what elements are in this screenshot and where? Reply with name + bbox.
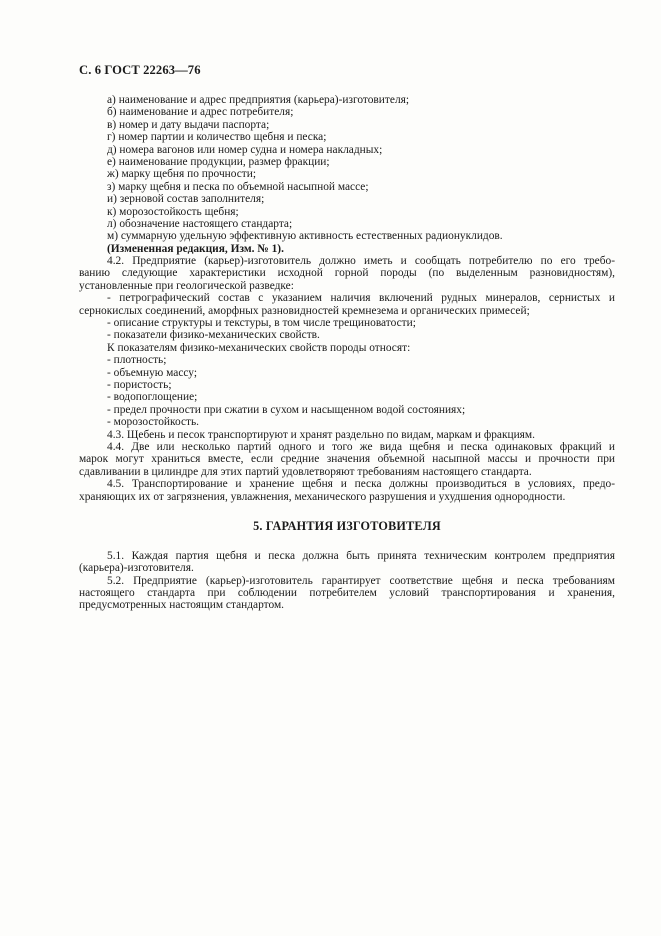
list-item: м) суммарную удельную эффективную активность естественных радионуклидов.: [107, 230, 503, 243]
paragraph-4-5-line: 4.5. Транспортирование и хранение щебня и песка должны производиться в условиях, предо-: [107, 478, 615, 491]
paragraph-4-5-line: храняющих их от загрязнения, увлажнения, механического разрушения и ухудшения однородности.: [79, 490, 566, 503]
document-body: [79, 94, 615, 612]
paragraph-4-2-line: ванию следующие характеристики исходной горной породы (по выделенным разновидностям),: [79, 267, 615, 280]
list-item: л) обозначение настоящего стандарта;: [107, 217, 293, 230]
page-header: С. 6 ГОСТ 22263—76: [79, 63, 201, 77]
dash-item: - показатели физико-механических свойств.: [107, 329, 320, 342]
list-item: и) зерновой состав заполнителя;: [107, 193, 265, 206]
paragraph-5-1-line: (карьера)-изготовителя.: [79, 562, 194, 575]
dash-item: - плотность;: [107, 354, 167, 367]
dash-item: - описание структуры и текстуры, в том числе трещиноватости;: [107, 317, 416, 330]
dash-item-continuation: сернокислых соединений, аморфных разновидностей кремнезема и органических примесей;: [79, 304, 530, 317]
dash-item: - водопоглощение;: [107, 391, 198, 404]
amendment-note: (Измененная редакция, Изм. № 1).: [107, 242, 284, 255]
paragraph-4-4-line: 4.4. Две или несколько партий одного и того же вида щебня и песка одинаковых фракций и: [107, 440, 615, 453]
paragraph-5-1-line: 5.1. Каждая партия щебня и песка должна быть принята техническим контролем предприятия: [107, 549, 615, 562]
paragraph-4-4-line: сдавливании в цилиндре для этих партий удовлетворяют требованиям настоящего стандарта.: [79, 465, 532, 478]
requirements-list: [79, 94, 615, 243]
list-item: з) марку щебня и песка по объемной насыпной массе;: [107, 180, 369, 193]
list-item: д) номера вагонов или номер судна и номера накладных;: [107, 143, 383, 156]
list-item: ж) марку щебня по прочности;: [107, 168, 257, 181]
list-item: б) наименование и адрес потребителя;: [107, 106, 294, 119]
phys-props-intro: К показателям физико-механических свойств породы относят:: [107, 341, 411, 354]
list-item: к) морозостойкость щебня;: [107, 205, 239, 218]
paragraph-4-3: 4.3. Щебень и песок транспортируют и хранят раздельно по видам, маркам и фракциям.: [107, 428, 535, 441]
paragraph-4-4-line: марок могут храниться вместе, если средние значения объемной насыпной массы и прочности при: [79, 453, 615, 466]
paragraph-4-2-line: установленные при геологической разведке:: [79, 279, 294, 292]
list-item: г) номер партии и количество щебня и песка;: [107, 131, 327, 144]
list-item: е) наименование продукции, размер фракции;: [107, 155, 330, 168]
dash-item: - морозостойкость.: [107, 416, 200, 429]
list-item: а) наименование и адрес предприятия (карьера)-изготовителя;: [107, 94, 410, 106]
dash-item: - объемную массу;: [107, 366, 198, 379]
dash-item: - пористость;: [107, 378, 172, 391]
paragraph-5-2-line: предусмотренных настоящим стандартом.: [79, 599, 285, 612]
dash-item: - петрографический состав с указанием наличия включений рудных минералов, сернистых и: [107, 292, 615, 305]
list-item: в) номер и дату выдачи паспорта;: [107, 118, 270, 131]
paragraph-5-2-line: 5.2. Предприятие (карьер)-изготовитель гарантирует соответствие щебня и песка требованиям: [107, 574, 615, 587]
paragraph-5-2-line: настоящего стандарта при соблюдении потребителем условий транспортирования и хранения,: [79, 587, 615, 600]
section-5-title: 5. ГАРАНТИЯ ИЗГОТОВИТЕЛЯ: [253, 518, 441, 533]
dash-item: - предел прочности при сжатии в сухом и насыщенном водой состояниях;: [107, 403, 466, 416]
paragraph-4-2-line: 4.2. Предприятие (карьер)-изготовитель должно иметь и сообщать потребителю по его требо-: [107, 255, 615, 268]
